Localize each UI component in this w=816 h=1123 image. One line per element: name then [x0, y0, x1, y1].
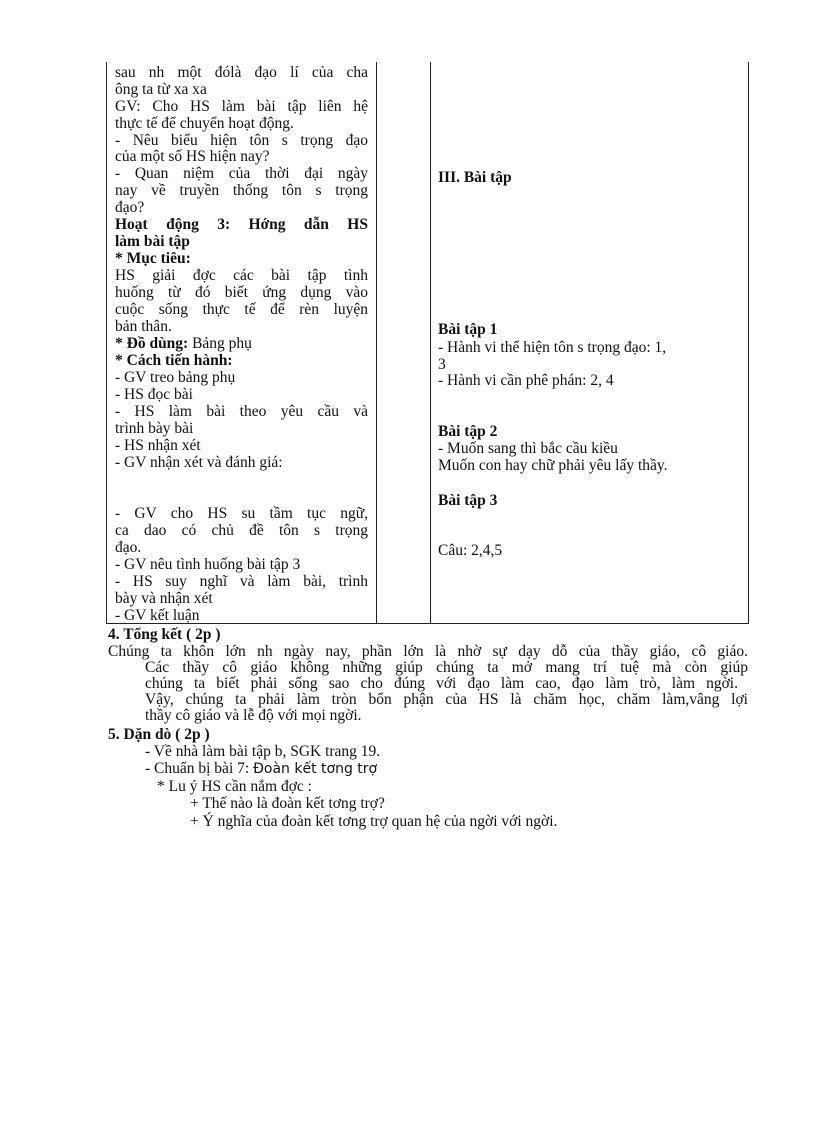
activity-line: ông ta từ xa xa — [115, 81, 207, 98]
activity-line — [115, 336, 252, 352]
activity-line: bản thân. — [115, 318, 172, 335]
summary-line-4: Vậy, chúng ta phải làm tròn bổn phận của HS là chăm học, chăm làm,vâng lợi — [145, 691, 748, 708]
exercise-2-line-1: - Muốn sang thì bắc cầu kiều — [438, 440, 618, 457]
homework-heading: 5. Dặn dò ( 2p ) — [108, 726, 210, 743]
homework-line-5: + Ý nghĩa của đoàn kết tơng trợ quan hệ của ngời với ngời. — [190, 813, 558, 830]
summary-line-3: chúng ta biết phải sống sao cho đúng với đạo làm cao, đạo làm trò, làm ngời. — [145, 675, 738, 692]
activity-line: nay về truyền thống tôn s trọng — [115, 182, 368, 199]
activity-line: của một số HS hiện nay? — [115, 148, 270, 165]
table-middle-border-1 — [376, 62, 377, 624]
activity-line: Hoạt động 3: Hớng dẫn HS — [115, 216, 368, 233]
activity-line-label: * Đồ dùng: — [115, 335, 189, 352]
summary-heading: 4. Tổng kết ( 2p ) — [108, 626, 221, 643]
exercise-2-title: Bài tập 2 — [438, 423, 498, 440]
activity-line: * Mục tiêu: — [115, 250, 191, 267]
activity-line: - HS làm bài theo yêu cầu và — [115, 403, 368, 420]
activity-line: - GV nêu tình huống bài tập 3 — [115, 556, 301, 573]
exercise-3-title: Bài tập 3 — [438, 492, 498, 509]
homework-line-3: * Lu ý HS cần nắm đợc : — [157, 778, 312, 795]
homework-line-2 — [145, 761, 377, 777]
exercise-1-line-2: 3 — [438, 356, 446, 373]
summary-line-2: Các thầy cô giáo không những giúp chúng ta mở mang trí tuệ mà còn giúp — [145, 659, 748, 676]
activity-line: làm bài tập — [115, 233, 190, 250]
activity-line: cuộc sống thực tế để rèn luyện — [115, 301, 368, 318]
activity-line: - GV treo bảng phụ — [115, 369, 236, 386]
table-middle-border-2 — [430, 62, 431, 624]
homework-line-1: - Về nhà làm bài tập b, SGK trang 19. — [145, 743, 381, 760]
homework-line-2-prefix: - Chuẩn bị bài 7: — [145, 760, 254, 777]
activity-line: - Nêu biểu hiện tôn s trọng đạo — [115, 132, 368, 149]
activity-line: - GV cho HS su tầm tục ngữ, — [115, 505, 368, 522]
activity-line: đạo? — [115, 199, 145, 216]
activity-line: - HS nhận xét — [115, 437, 201, 454]
activity-line: đạo. — [115, 539, 142, 556]
activity-line: thực tế để chuyển hoạt động. — [115, 115, 294, 132]
activity-line: - GV kết luận — [115, 607, 200, 624]
next-lesson-title: Đoàn kết tơng trợ — [253, 761, 378, 777]
summary-line-5: thầy cô giáo và lễ độ với mọi ngời. — [145, 707, 362, 724]
table-right-border — [748, 62, 749, 624]
activity-line: GV: Cho HS làm bài tập liên hệ — [115, 98, 368, 115]
summary-line-1: Chúng ta khôn lớn nh ngày nay, phần lớn là nhờ sự dạy dỗ của thầy giáo, cô giáo. — [108, 643, 748, 660]
activity-line: sau nh một đólà đạo lí của cha — [115, 64, 368, 81]
activity-line: - Quan niệm của thời đại ngày — [115, 165, 368, 182]
activity-line: - HS đọc bài — [115, 386, 193, 403]
activity-line: HS giải đợc các bài tập tình — [115, 267, 368, 284]
activity-line: ca dao có chủ đề tôn s trọng — [115, 522, 368, 539]
table-left-border — [106, 62, 107, 624]
activity-line: - GV nhận xét và đánh giá: — [115, 454, 283, 471]
exercise-3-answer: Câu: 2,4,5 — [438, 542, 503, 559]
activity-line: * Cách tiến hành: — [115, 352, 233, 369]
activity-line: trình bày bài — [115, 420, 194, 437]
activity-line: huống từ đó biết ứng dụng vào — [115, 284, 368, 301]
activity-line: bày và nhận xét — [115, 590, 213, 607]
section-heading-exercises: III. Bài tập — [438, 169, 512, 186]
exercise-1-line-3: - Hành vi cần phê phán: 2, 4 — [438, 372, 614, 389]
activity-line-text: Bảng phụ — [188, 335, 252, 352]
table-bottom-border — [106, 623, 749, 624]
exercise-1-line-1: - Hành vi thể hiện tôn s trọng đạo: 1, — [438, 339, 667, 356]
exercise-1-title: Bài tập 1 — [438, 321, 498, 338]
activity-line: - HS suy nghĩ và làm bài, trình — [115, 573, 368, 590]
exercise-2-line-2: Muốn con hay chữ phải yêu lấy thầy. — [438, 457, 668, 474]
homework-line-4: + Thế nào là đoàn kết tơng trợ? — [190, 795, 385, 812]
